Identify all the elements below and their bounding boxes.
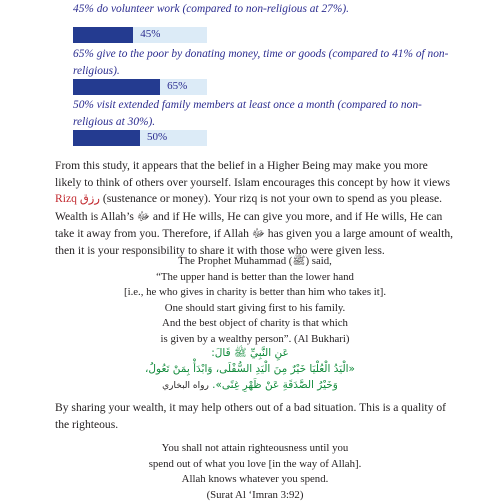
stat-bar-label: 65% xyxy=(167,80,187,92)
hadith-line: “The upper hand is better than the lower hand xyxy=(95,270,415,286)
stat-text-volunteer: 45% do volunteer work (compared to non-religious at 27%). xyxy=(73,1,453,18)
paragraph-righteous: By sharing your wealth, it may help others out of a bad situation. This is a quality of the righteous. xyxy=(55,400,455,433)
arabic-line: «الْيَدُ الْعُلْيَا خَيْرٌ مِنَ الْيَدِ السُّفْلَى، وَابْدَأْ بِمَنْ تَعُولُ، xyxy=(125,361,375,377)
stat-bar-label: 50% xyxy=(147,131,167,143)
stat-bar-fill xyxy=(73,27,133,43)
quran-line: Allah knows whatever you spend. xyxy=(95,472,415,488)
stat-bar-fill xyxy=(73,130,140,146)
paragraph-text: has given you a large amount of wealth, then it is your responsibility to share it with those who were given less. xyxy=(55,227,453,257)
quran-reference: (Surat Al ‘Imran 3:92) xyxy=(95,488,415,503)
stat-text-visit-family: 50% visit extended family members at least once a month (compared to non-religious at 30%). xyxy=(73,97,453,131)
paragraph-text: (sustenance or money). Your rizq is not your own to spend as you please. Wealth is Allah’s xyxy=(55,192,442,223)
stat-text-give-to-poor: 65% give to the poor by donating money, time or goods (compared to 41% of non-religious). xyxy=(73,46,453,80)
stat-bar-fill xyxy=(73,79,160,95)
paragraph-rizq xyxy=(55,158,455,260)
hadith-line: And the best object of charity is that which xyxy=(95,316,415,332)
stat-bar-volunteer xyxy=(73,27,207,43)
hadith-arabic xyxy=(125,345,375,394)
stat-bar-label: 45% xyxy=(140,28,160,40)
hadith-english xyxy=(95,254,415,347)
arabic-line xyxy=(125,377,375,394)
swt-symbol: ﷻ xyxy=(252,226,265,240)
quran-line: You shall not attain righteousness until you xyxy=(95,441,415,457)
hadith-line: is given by a wealthy person”. (Al Bukhari) xyxy=(95,332,415,348)
hadith-line: The Prophet Muhammad (ﷺ) said, xyxy=(95,254,415,270)
stat-bar-give-to-poor xyxy=(73,79,207,95)
arabic-source: رواه البخاري xyxy=(162,381,209,391)
rizq-arabic: رزق xyxy=(80,192,100,205)
arabic-line: عَنِ النَّبِيِّ ﷺ قَالَ: xyxy=(125,345,375,361)
rizq-term: Rizq xyxy=(55,192,77,205)
paragraph-text: From this study, it appears that the belief in a Higher Being may make you more likely to think of others over yourself. Islam encourages this concept by how it views xyxy=(55,159,450,189)
swt-symbol: ﷻ xyxy=(137,209,150,223)
stat-bar-visit-family xyxy=(73,130,207,146)
paragraph-text: and if He wills, He can give you more, and if He wills, He can take it away from you. Therefore, if Allah xyxy=(55,210,442,241)
arabic-text: وَخَيْرُ الصَّدَقَةِ عَنْ ظَهْرِ غِنًى». xyxy=(212,379,338,391)
quran-quote xyxy=(95,441,415,503)
hadith-line: [i.e., he who gives in charity is better than him who takes it]. xyxy=(95,285,415,301)
hadith-line: One should start giving first to his family. xyxy=(95,301,415,317)
quran-line: spend out of what you love [in the way of Allah]. xyxy=(95,457,415,473)
